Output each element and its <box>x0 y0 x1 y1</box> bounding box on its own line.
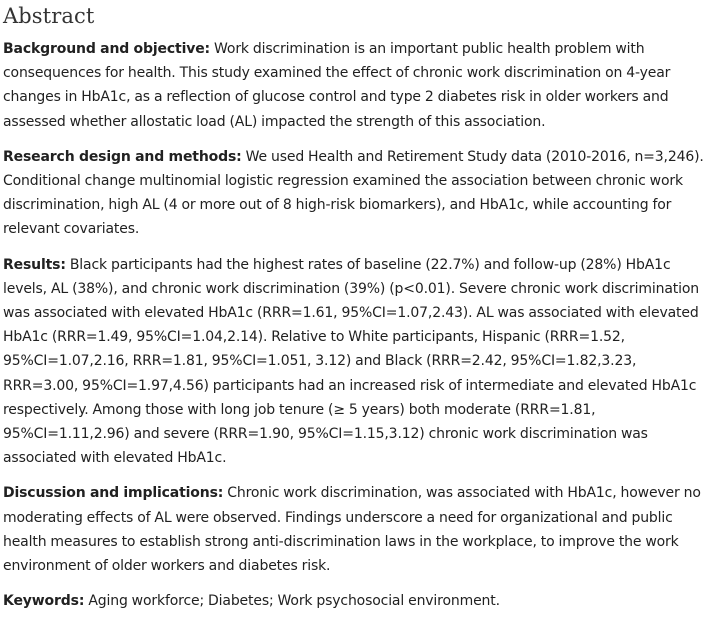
abstract-title: Abstract <box>3 4 95 28</box>
results-text: Black participants had the highest rates of baseline (22.7%) and follow-up (28%) HbA1c levels, AL (38%), and chronic work discrimination (39%) (p<0.01). Severe chronic work discrimination was associated with elevated HbA1c (RRR=1.61, 95%CI=1.07,2.43). AL was associated with elevated HbA1c (RRR=1.49, 95%CI=1.04,2.14). Relative to White participants, Hispanic (RRR=1.52, 95%CI=1.07,2.16, RRR=1.81, 95%CI=1.051, 3.12) and Black (RRR=2.42, 95%CI=1.82,3.23, RRR=3.00, 95%CI=1.97,4.56) participants had an increased risk of intermediate and elevated HbA1c respectively. Among those with long job tenure (≥ 5 years) both moderate (RRR=1.81, 95%CI=1.11,2.96) and severe (RRR=1.90, 95%CI=1.15,3.12) chronic work discrimination was associated with elevated HbA1c. <box>3 256 699 467</box>
discussion-text: Chronic work discrimination, was associated with HbA1c, however no moderating effects of AL were observed. Findings underscore a need for organizational and public health measures to establish strong anti-discrimination laws in the workplace, to improve the work environment of older workers and diabetes risk. <box>3 485 701 575</box>
abstract-section <box>3 0 715 624</box>
discussion-heading: Discussion and implications: <box>3 485 224 502</box>
results-paragraph <box>3 253 715 471</box>
research-design-heading: Research design and methods: <box>3 148 242 165</box>
discussion-paragraph <box>3 481 715 578</box>
results-heading: Results: <box>3 256 66 273</box>
background-objective-heading: Background and objective: <box>3 41 211 57</box>
background-objective-text: Work discrimination is an important public health problem with consequences for health. This study examined the effect of chronic work discrimination on 4-year changes in HbA1c, as a reflection of glucose control and type 2 diabetes risk in older workers and assessed whether allostatic load (AL) impacted the strength of this association. <box>3 41 671 130</box>
research-design-paragraph <box>3 145 715 242</box>
keywords-text: Aging workforce; Diabetes; Work psychosocial environment. <box>88 593 500 610</box>
research-design-text: We used Health and Retirement Study data (2010-2016, n=3,246). Conditional change multinomial logistic regression examined the association between chronic work discrimination, high AL (4 or more out of 8 high-risk biomarkers), and HbA1c, while accounting for relevant covariates. <box>3 148 704 238</box>
keywords-heading: Keywords: <box>3 593 85 610</box>
background-objective-paragraph <box>3 37 715 134</box>
keywords-paragraph <box>3 589 715 613</box>
